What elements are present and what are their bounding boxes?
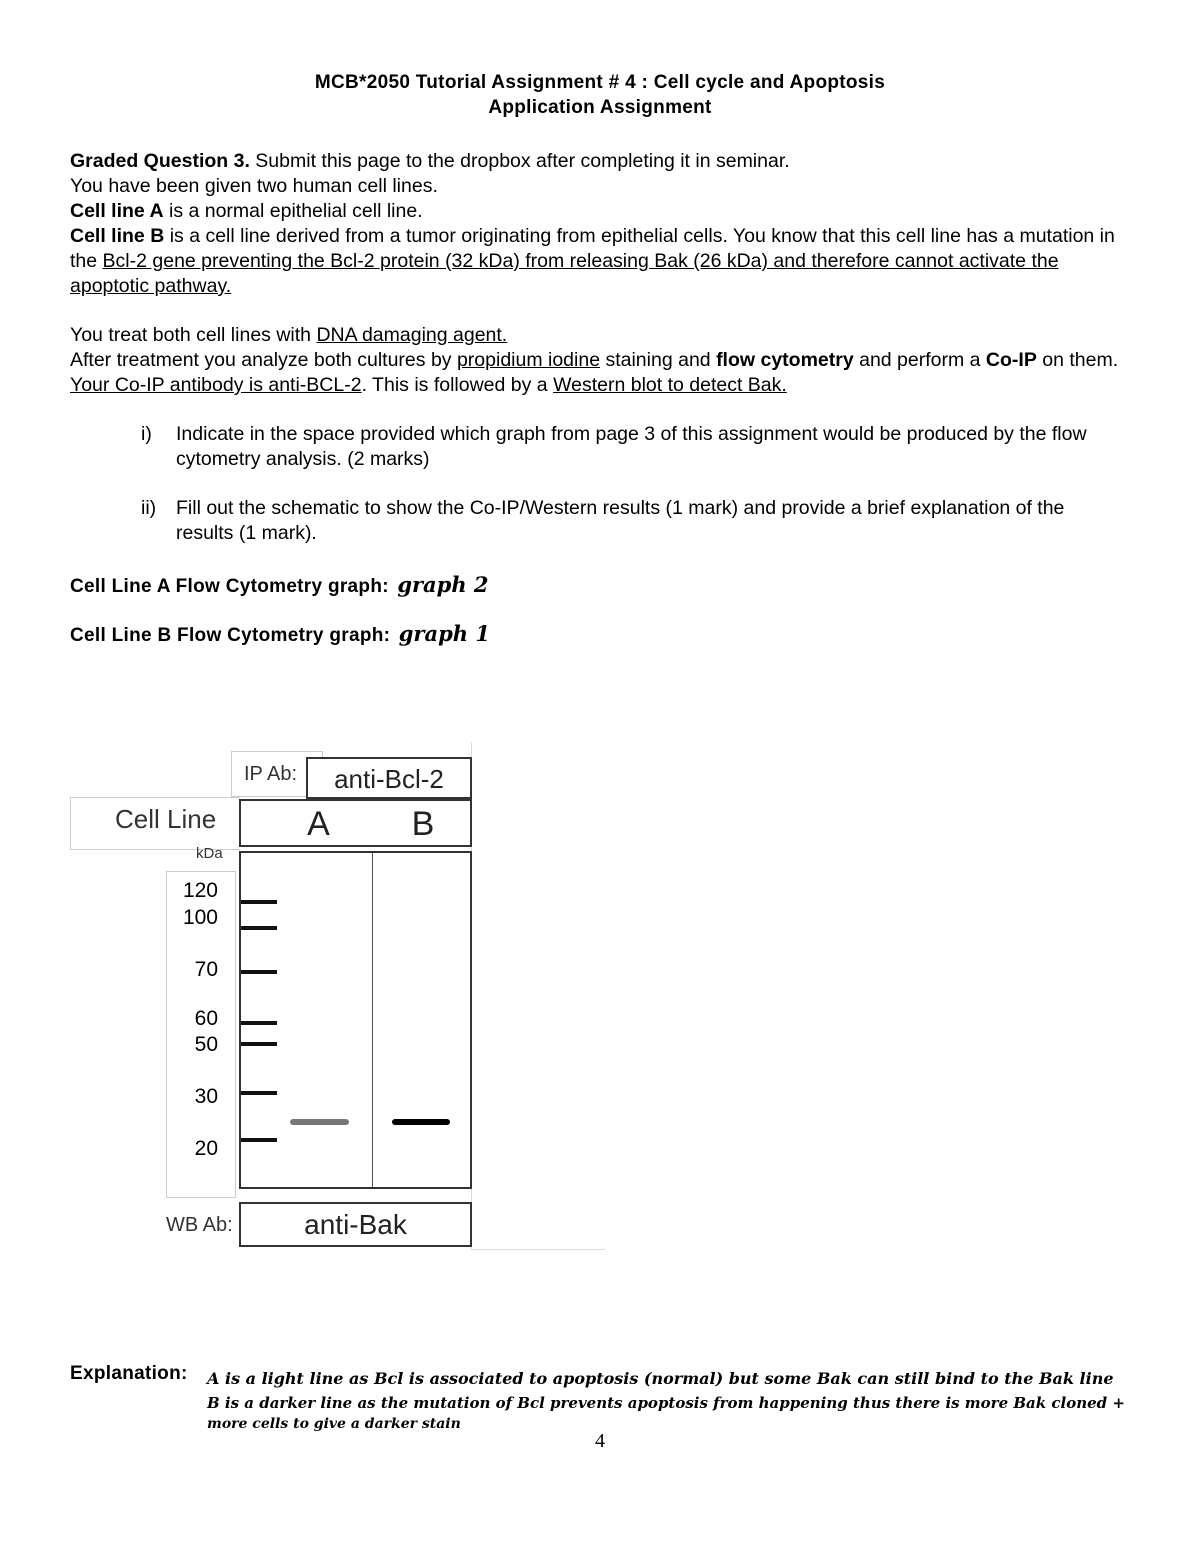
- explanation-label: Explanation:: [70, 1363, 188, 1384]
- lane-b-bak-band[interactable]: [392, 1119, 450, 1125]
- lane-a-label: A: [307, 805, 330, 843]
- treatment-text: You treat both cell lines with: [70, 324, 317, 346]
- cell-b-label: Cell line B: [70, 225, 165, 247]
- marker-label-120: 120: [182, 879, 218, 902]
- ip-ab-label: IP Ab:: [244, 763, 298, 785]
- cell-a-line: [70, 199, 1130, 224]
- flow-cytometry: flow cytometry: [716, 349, 854, 371]
- question-ii-text: Fill out the schematic to show the Co-IP/Western results (1 mark) and provide a brief explanation of the results (1 mark).: [176, 497, 1065, 544]
- ip-ab-value: anti-Bcl-2: [334, 764, 444, 794]
- analysis-text-d: on them.: [1036, 349, 1119, 371]
- question-i: [141, 422, 1131, 472]
- answer-b: [70, 621, 490, 647]
- co-ip-antibody: Your Co-IP antibody is anti-BCL-2: [70, 374, 362, 396]
- marker-label-50: 50: [194, 1033, 218, 1056]
- marker-label-70: 70: [194, 958, 218, 981]
- lane-a-bak-band[interactable]: [290, 1119, 349, 1125]
- explanation-line-1: A is a light line as Bcl is associated to apoptosis (normal) but some Bak can still bind to the Bak line: [207, 1369, 1114, 1388]
- page-number: 4: [595, 1430, 605, 1452]
- co-ip: Co-IP: [985, 349, 1037, 371]
- graded-text: Submit this page to the dropbox after completing it in seminar.: [249, 150, 790, 172]
- cell-a-label: Cell line A: [70, 200, 164, 222]
- analysis-text-b: staining and: [600, 349, 717, 371]
- marker-label-60: 60: [194, 1007, 218, 1030]
- wb-ab-label: WB Ab:: [166, 1214, 233, 1236]
- marker-band-70: [241, 970, 277, 974]
- analysis-text-c: and perform a: [853, 349, 986, 371]
- explanation-answer[interactable]: [207, 1366, 1125, 1437]
- cell-lines-line: You have been given two human cell lines.: [70, 175, 438, 197]
- cell-b-line: [70, 224, 1130, 299]
- answer-a-label: Cell Line A Flow Cytometry graph:: [70, 576, 389, 597]
- page-title: MCB*2050 Tutorial Assignment # 4 : Cell cycle and Apoptosis: [314, 72, 886, 93]
- cell-line-label: Cell Line: [115, 804, 217, 834]
- marker-band-30: [241, 1091, 277, 1095]
- marker-band-20: [241, 1138, 277, 1142]
- treatment-line: [70, 323, 1130, 348]
- question-ii-number: ii): [141, 497, 157, 519]
- intro-block: [70, 149, 1130, 299]
- wb-ab-box: [239, 1202, 472, 1247]
- marker-label-30: 30: [194, 1085, 218, 1108]
- analysis-text-a: After treatment you analyze both cultures by: [70, 349, 457, 371]
- graded-label: Graded Question 3.: [70, 150, 250, 172]
- marker-band-60: [241, 1021, 277, 1025]
- analysis-text-e: . This is followed by a: [361, 374, 554, 396]
- gel-box: [239, 851, 472, 1189]
- western-blot: Western blot to detect Bak.: [553, 374, 787, 396]
- explanation-line-3: more cells to give a darker stain: [207, 1416, 461, 1432]
- marker-band-100: [241, 926, 277, 930]
- question-ii: [141, 496, 1131, 546]
- lane-header-box: [239, 799, 472, 847]
- marker-label-20: 20: [194, 1137, 218, 1160]
- kda-label: kDa: [196, 845, 223, 862]
- treatment-block: [70, 323, 1130, 398]
- analysis-line: [70, 348, 1130, 398]
- answer-b-label: Cell Line B Flow Cytometry graph:: [70, 625, 391, 646]
- answer-a-value[interactable]: graph 2: [397, 572, 489, 597]
- marker-label-100: 100: [182, 906, 218, 929]
- page-subtitle: Application Assignment: [488, 97, 712, 118]
- dna-agent: DNA damaging agent.: [316, 324, 508, 346]
- question-i-number: i): [141, 423, 152, 445]
- wb-ab-value: anti-Bak: [304, 1209, 407, 1240]
- answer-b-value[interactable]: graph 1: [398, 621, 490, 646]
- propidium-iodine: propidium iodine: [456, 349, 601, 371]
- question-i-text: Indicate in the space provided which graph from page 3 of this assignment would be produced by the flow cytometry analysis. (2 marks): [176, 423, 1087, 470]
- graded-line: [70, 149, 1130, 174]
- cell-b-text: is a cell line derived from a tumor originating from epithelial cells. You know that this cell line has a mutation in the: [70, 225, 1115, 272]
- explanation-line-2: B is a darker line as the mutation of Bcl prevents apoptosis from happening thus there is more Bak cloned +: [207, 1394, 1125, 1412]
- lane-b-label: B: [411, 805, 435, 843]
- answer-a: [70, 572, 489, 598]
- cell-b-mutation: Bcl-2 gene preventing the Bcl-2 protein (32 kDa) from releasing Bak (26 kDa) and therefore cannot activate the apoptotic pathway.: [70, 250, 1059, 297]
- cell-a-text: is a normal epithelial cell line.: [163, 200, 423, 222]
- ip-ab-box: [306, 757, 472, 799]
- lane-divider: [372, 853, 373, 1187]
- marker-band-50: [241, 1042, 277, 1046]
- marker-band-120: [241, 900, 277, 904]
